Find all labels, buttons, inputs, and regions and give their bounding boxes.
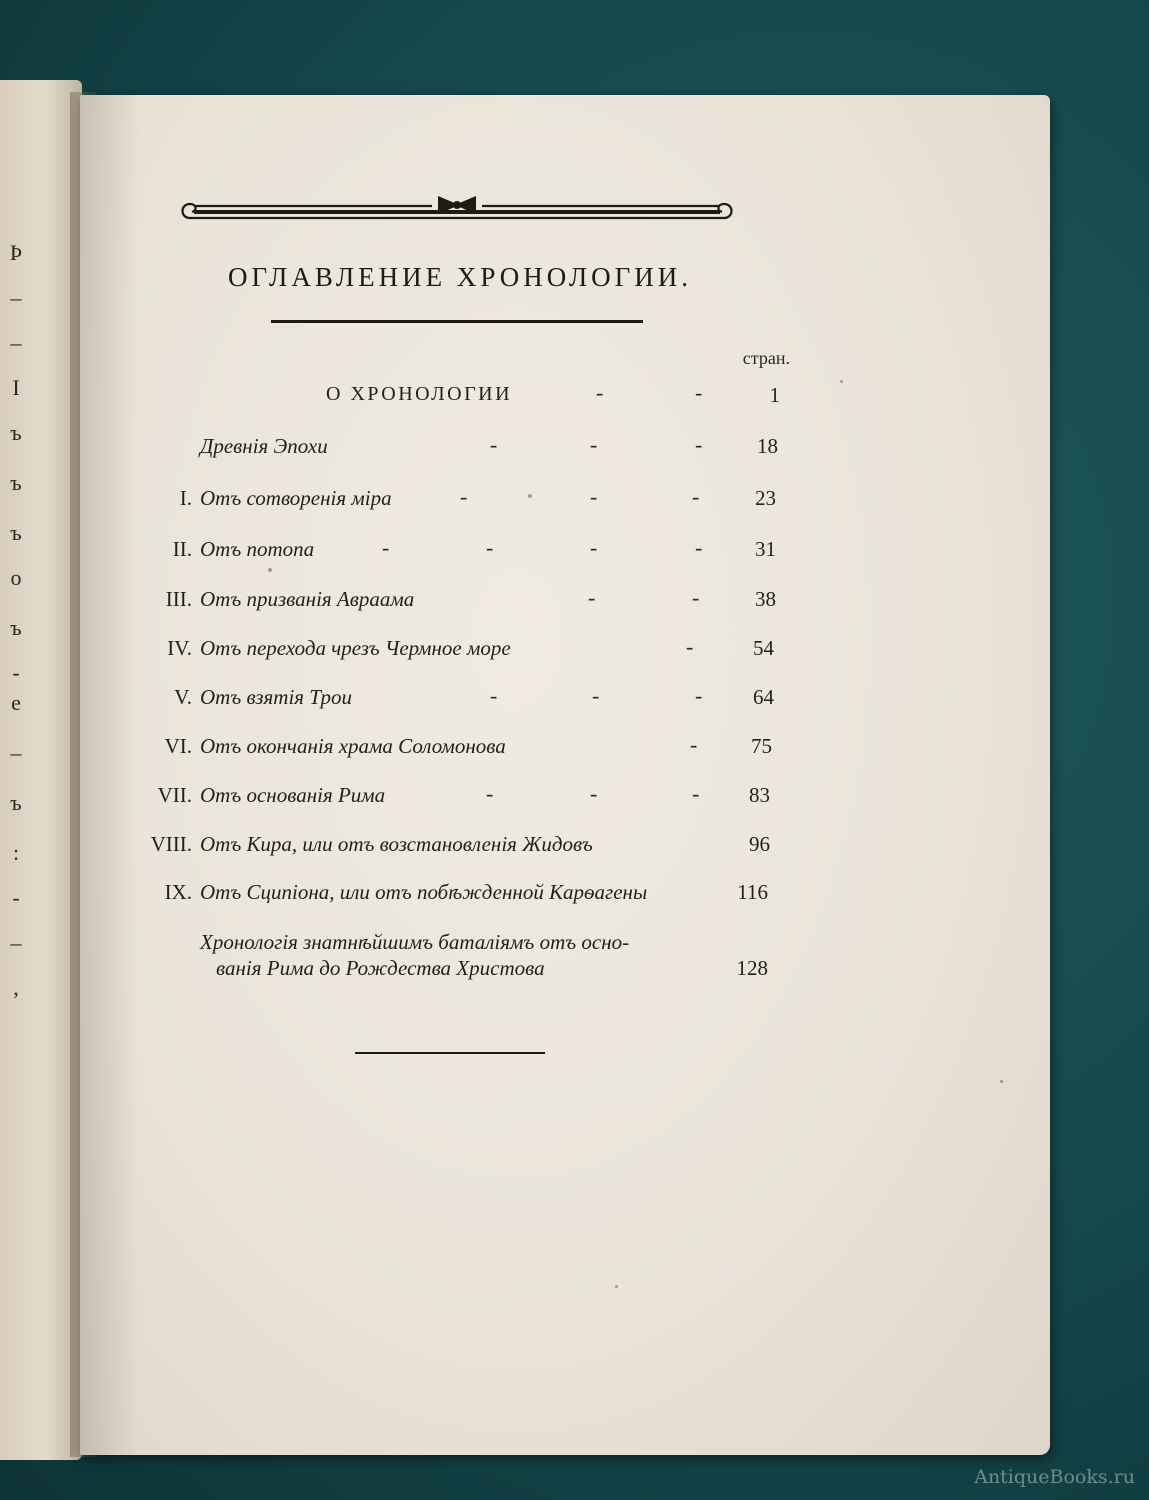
entry-number: VIII.: [150, 832, 192, 856]
leader-dots: -: [695, 432, 703, 457]
paper-speck: [268, 568, 272, 572]
page-column-header: стран.: [742, 348, 790, 368]
end-rule: [355, 1052, 545, 1054]
book-photo: Þ – – I ъ ъ ъ о ъ - е – ъ : - – , ОГЛАВЛЕНИЕ ХРОНОЛОГИИ. стран. О ХРОНОЛОГИИ - - 1 Древнія Эпохи - - - 18 I. Отъ сотворенія міра - - - 23 II. Отъ потопа - - - - 31 III. Отъ призванія Авраама - - 38 IV. Отъ перехода чрезъ Чермное море - 54 V. Отъ взятія Трои - - - 64 VI. Отъ окончанія храма Соломонова - 75 VII. Отъ основанія Рима - - - 83 VIII. Отъ Кира, или отъ возстановленія Жидовъ 96 IX. Отъ Сципіона, или отъ побѣжденной Карѳагены 116 Хронологія знатнѣйшимъ баталіямъ отъ осно- ванія Рима до Рождества Христова 128 AntiqueBooks.ru: [0, 0, 1149, 1500]
leader-dots: -: [596, 380, 604, 405]
leader-dots: -: [686, 634, 694, 659]
entry-page: 38: [755, 587, 776, 611]
leader-dots: -: [590, 781, 598, 806]
entry-title: Отъ перехода чрезъ Чермное море: [200, 636, 511, 660]
entry-page: 128: [736, 956, 768, 980]
entry-page: 18: [757, 434, 778, 458]
leader-dots: -: [692, 781, 700, 806]
leader-dots: -: [382, 535, 390, 560]
entry-title: Отъ окончанія храма Соломонова: [200, 734, 506, 758]
entry-title: Древнія Эпохи: [200, 434, 328, 458]
entry-title: Отъ Сципіона, или отъ побѣжденной Карѳагены: [200, 880, 648, 904]
entry-page: 31: [755, 537, 776, 561]
leader-dots: -: [695, 380, 703, 405]
entry-page: 23: [755, 486, 776, 510]
paper-speck: [615, 1285, 618, 1288]
entry-number: III.: [165, 587, 192, 611]
entry-number: VI.: [164, 734, 192, 758]
contents-page: [80, 95, 1050, 1455]
entry-title: Отъ призванія Авраама: [200, 587, 415, 611]
leader-dots: -: [695, 683, 703, 708]
page-shadow: [80, 95, 140, 1455]
leader-dots: -: [690, 732, 698, 757]
entry-title: Отъ сотворенія міра: [200, 486, 392, 510]
leader-dots: -: [590, 432, 598, 457]
entry-number: IX.: [164, 880, 192, 904]
watermark: AntiqueBooks.ru: [974, 1466, 1135, 1488]
leader-dots: -: [486, 535, 494, 560]
leader-dots: -: [490, 683, 498, 708]
leader-dots: -: [695, 535, 703, 560]
entry-number: II.: [172, 537, 192, 561]
entry-title: О ХРОНОЛОГИИ: [326, 383, 513, 405]
entry-title: Отъ потопа: [200, 537, 315, 561]
entry-title: Отъ основанія Рима: [200, 783, 386, 807]
paper-speck: [840, 380, 843, 383]
entry-number: VII.: [157, 783, 192, 807]
leader-dots: -: [692, 585, 700, 610]
entry-page: 83: [749, 783, 770, 807]
entry-number: I.: [179, 486, 192, 510]
paper-speck: [528, 494, 532, 498]
leader-dots: -: [460, 484, 468, 509]
entry-title: Отъ взятія Трои: [200, 685, 352, 709]
leader-dots: -: [588, 585, 596, 610]
leader-dots: -: [486, 781, 494, 806]
leader-dots: -: [590, 484, 598, 509]
entry-page: 116: [737, 880, 768, 904]
entry-title-line2: ванія Рима до Рождества Христова: [216, 956, 545, 980]
entry-number: IV.: [167, 636, 192, 660]
leader-dots: -: [592, 683, 600, 708]
entry-title: Отъ Кира, или отъ возстановленія Жидовъ: [200, 832, 593, 856]
headpiece-ornament: [176, 190, 738, 224]
entry-page: 75: [751, 734, 772, 758]
leader-dots: -: [692, 484, 700, 509]
entry-page: 96: [749, 832, 770, 856]
entry-number: V.: [174, 685, 192, 709]
leader-dots: -: [590, 535, 598, 560]
entry-title-line1: Хронологія знатнѣйшимъ баталіямъ отъ осно-: [200, 930, 630, 954]
contents-title: ОГЛАВЛЕНИЕ ХРОНОЛОГИИ.: [227, 262, 693, 292]
entry-page: 1: [769, 383, 780, 407]
entry-page: 54: [753, 636, 774, 660]
title-rule: [271, 320, 643, 323]
leader-dots: -: [490, 432, 498, 457]
entry-page: 64: [753, 685, 774, 709]
paper-speck: [1000, 1080, 1003, 1083]
